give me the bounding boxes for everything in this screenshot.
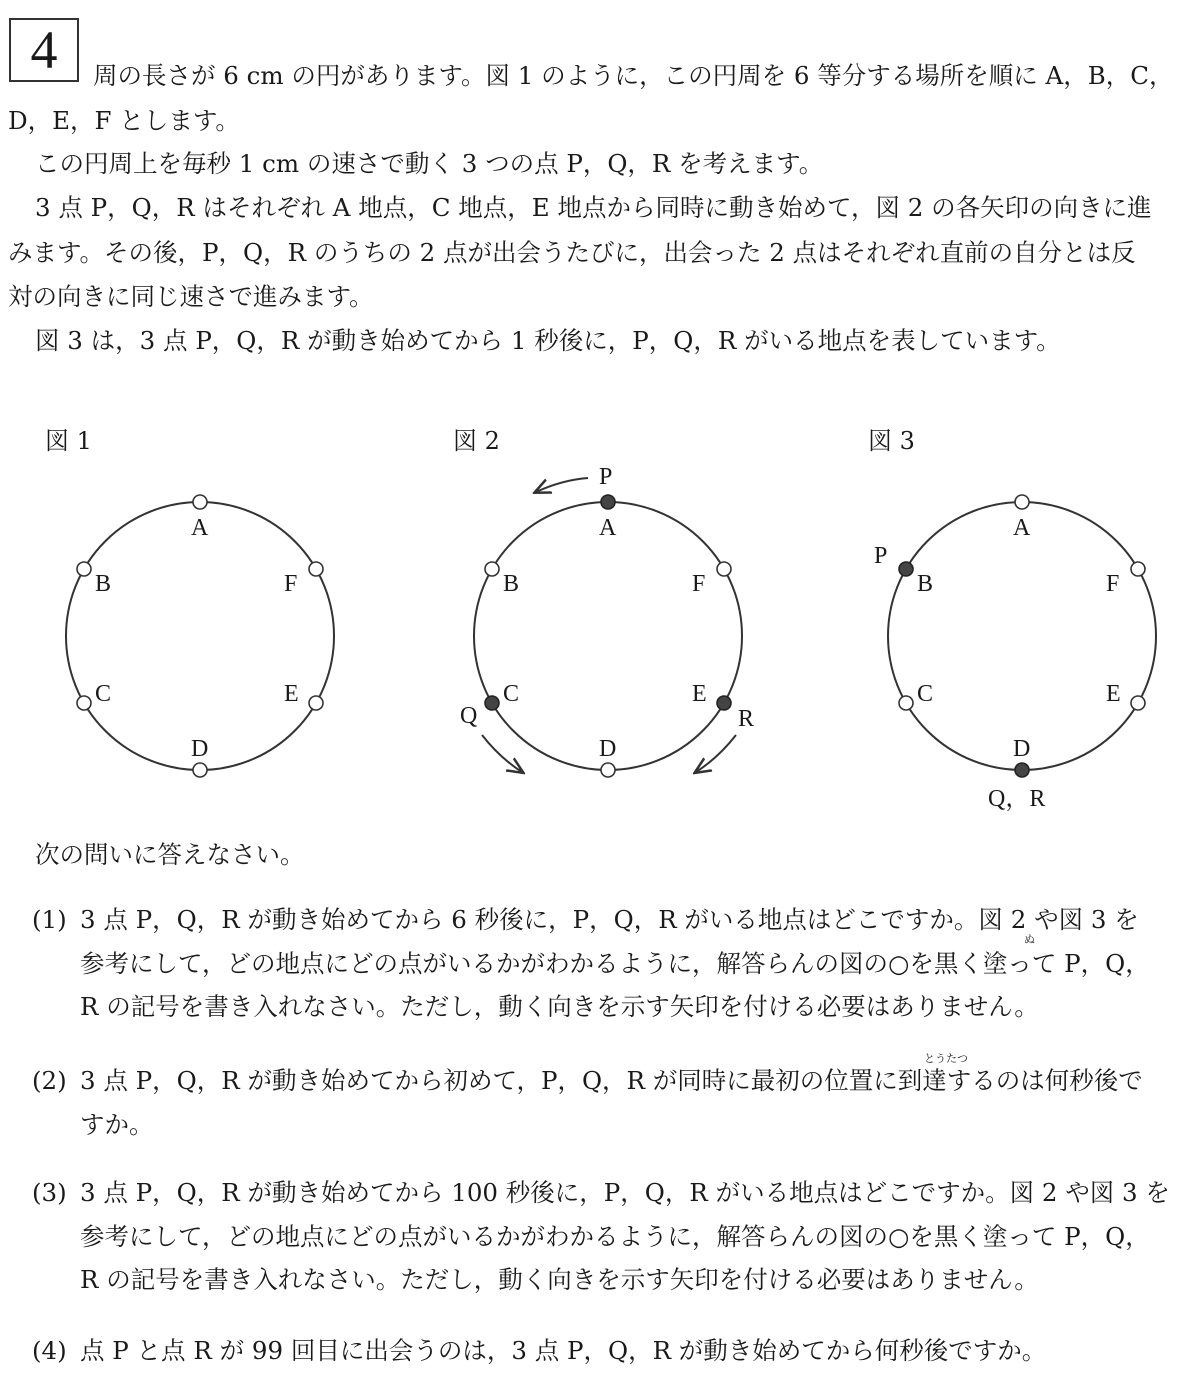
figure-3-label-d: D: [1013, 736, 1031, 762]
figure-3-label-a: A: [1013, 515, 1031, 541]
figure-3-point-c: [899, 696, 913, 710]
statement-line-1: 周の長さが 6 cm の円があります。図 1 のように，この円周を 6 等分する場所を順に A，B，C，: [93, 61, 1174, 90]
figure-2-point-label-p: P: [599, 464, 613, 490]
figure-2-label-d: D: [599, 736, 617, 762]
figure-2-label-c: C: [503, 681, 520, 707]
figure-2-label-a: A: [599, 515, 617, 541]
statement-line-5: みます。その後，P，Q，R のうちの 2 点が出会うたびに，出会った 2 点はそれぞれ直前の自分とは反: [8, 238, 1136, 267]
statement-line-4: 3 点 P，Q，R はそれぞれ A 地点，C 地点，E 地点から同時に動き始めて，図 2 の各矢印の向きに進: [35, 193, 1152, 222]
figure-2-point-label-r: R: [738, 706, 755, 732]
figure-3-label-b: B: [917, 571, 934, 597]
figure-2-point-label-q: Q: [460, 703, 478, 729]
figure-1-label-a: A: [191, 515, 209, 541]
statement-line-6: 対の向きに同じ速さで進みます。: [8, 282, 374, 311]
question-2-line-1: 3 点 P，Q，R が動き始めてから初めて，P，Q，R が同時に最初の位置に到達するのは何秒後で: [80, 1066, 1143, 1095]
figure-1-label-c: C: [95, 681, 112, 707]
figure-3-label-c: C: [917, 681, 934, 707]
statement-line-3: この円周上を毎秒 1 cm の速さで動く 3 つの点 P，Q，R を考えます。: [35, 149, 824, 178]
figure-1-label-b: B: [95, 571, 112, 597]
figure-1-label-f: F: [284, 571, 298, 597]
question-4-number: (4): [32, 1336, 67, 1365]
question-2-number: (2): [32, 1066, 67, 1095]
problem-number: 4: [9, 18, 79, 82]
statement-line-7: 図 3 は，3 点 P，Q，R が動き始めてから 1 秒後に，P，Q，R がいる地点を表しています。: [35, 326, 1061, 355]
question-1-ruby: ぬ: [1024, 933, 1035, 946]
question-1-number: (1): [32, 905, 67, 934]
figure-1-title: 図 1: [45, 427, 92, 455]
question-2-ruby: とうたつ: [924, 1052, 968, 1065]
question-1-line-3: R の記号を書き入れなさい。ただし，動く向きを示す矢印を付ける必要はありません。: [80, 992, 1039, 1021]
figure-1-label-e: E: [284, 681, 299, 707]
figure-2-label-b: B: [503, 571, 520, 597]
figure-2-title: 図 2: [453, 427, 500, 455]
statement-line-2: D，E，F とします。: [8, 106, 240, 135]
question-4-line-1: 点 P と点 R が 99 回目に出会うのは，3 点 P，Q，R が動き始めてから何秒後ですか。: [80, 1336, 1047, 1365]
figure-3-point-a: [1015, 495, 1029, 509]
question-3-line-2: 参考にして，どの地点にどの点がいるかがわかるように，解答らんの図の○を黒く塗って P，Q，: [80, 1222, 1150, 1251]
figure-2-label-e: E: [692, 681, 707, 707]
figure-3-circle: [888, 502, 1156, 770]
figure-3-point-e: [1131, 696, 1145, 710]
question-1-line-2: 参考にして，どの地点にどの点がいるかがわかるように，解答らんの図の○を黒く塗って P，Q，: [80, 949, 1150, 978]
figure-3-label-e: E: [1106, 681, 1121, 707]
figure-1-label-d: D: [191, 736, 209, 762]
figure-3-point-label-qr: Q，R: [988, 786, 1046, 812]
figure-3-point-d-filled: [1015, 763, 1029, 777]
question-2-line-2: すか。: [80, 1110, 154, 1139]
question-1-line-1: 3 点 P，Q，R が動き始めてから 6 秒後に，P，Q，R がいる地点はどこですか。図 2 や図 3 を: [80, 905, 1139, 934]
question-3-number: (3): [32, 1178, 67, 1207]
instruction-text: 次の問いに答えなさい。: [35, 840, 305, 869]
figure-3-point-f: [1131, 562, 1145, 576]
figure-3-point-label-p: P: [874, 543, 888, 569]
question-3-line-1: 3 点 P，Q，R が動き始めてから 100 秒後に，P，Q，R がいる地点はどこですか。図 2 や図 3 を: [80, 1178, 1170, 1207]
figure-2-label-f: F: [692, 571, 706, 597]
figure-3-point-b-filled: [899, 562, 913, 576]
figure-3-label-f: F: [1106, 571, 1120, 597]
figure-3-title: 図 3: [868, 427, 915, 455]
question-3-line-3: R の記号を書き入れなさい。ただし，動く向きを示す矢印を付ける必要はありません。: [80, 1265, 1039, 1294]
